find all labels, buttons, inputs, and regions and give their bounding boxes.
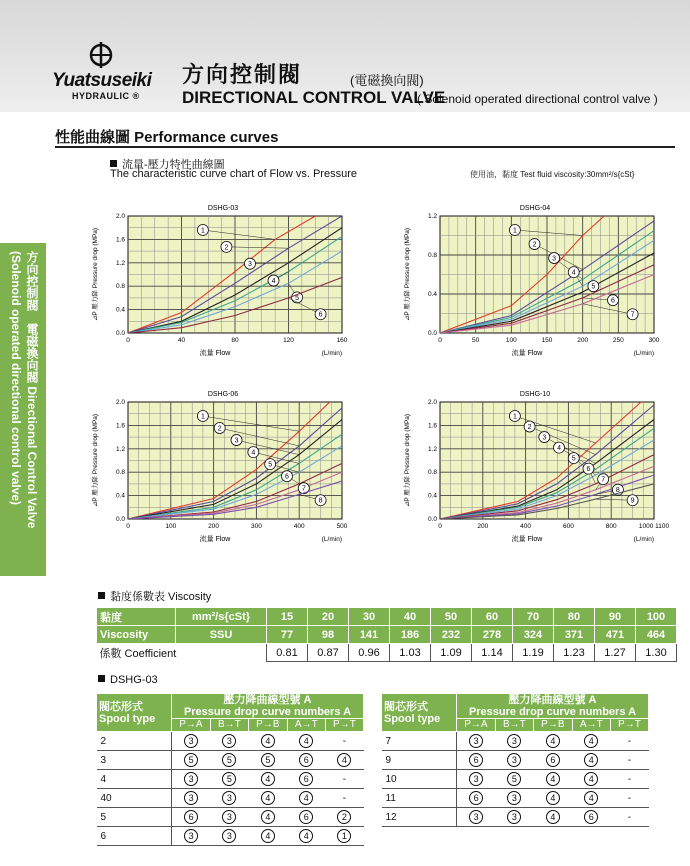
- curve-number-badge: 3: [507, 810, 521, 824]
- visc-coef-cell: 1.19: [513, 644, 554, 662]
- curve-number-cell: [533, 732, 572, 751]
- curve-number-cell: [248, 732, 287, 751]
- curve-number-cell: [287, 789, 325, 808]
- curve-number-badge: 3: [507, 791, 521, 805]
- curve-number-badge: 5: [222, 772, 236, 786]
- viscosity-label-en: Viscosity: [97, 626, 176, 644]
- x-tick-label: 0: [438, 337, 442, 344]
- y-tick-label: 0.8: [427, 252, 437, 259]
- x-tick-label: 0: [438, 523, 442, 530]
- visc-coef-cell: 1.14: [472, 644, 513, 662]
- x-axis-label: 流量 Flow: [511, 350, 543, 357]
- x-tick-label: 600: [562, 523, 574, 530]
- spool-type-cell: 7: [382, 732, 457, 751]
- spool-row: [382, 732, 649, 751]
- curve-number-cell: [533, 770, 572, 789]
- curve-number-badge: 5: [184, 753, 198, 767]
- curve-number-cell: [533, 789, 572, 808]
- x-axis-unit: (L/min): [633, 536, 654, 543]
- y-tick-label: 0.4: [427, 291, 437, 298]
- curve-number-cell: [457, 808, 496, 827]
- curve-number-cell: [210, 789, 248, 808]
- coefficient-label: 係數 Coefficient: [99, 647, 177, 660]
- visc-cst-cell: 40: [390, 608, 431, 626]
- series-label: 8: [318, 497, 323, 505]
- x-tick-label: 800: [605, 523, 617, 530]
- visc-ssu-cell: 141: [349, 626, 390, 644]
- spool-row: [382, 770, 649, 789]
- curve-number-badge: 5: [222, 753, 236, 767]
- curve-number-badge: 4: [584, 753, 598, 767]
- series-label: 1: [200, 413, 205, 421]
- curve-number-cell: [172, 808, 211, 827]
- flow-path-header: P→A: [172, 719, 211, 732]
- flow-path-header: P→B: [533, 719, 572, 732]
- curve-number-badge: 4: [546, 734, 560, 748]
- viscosity-label: 黏度: [97, 608, 176, 626]
- spool-type-header: 閥芯形式 Spool type: [382, 694, 457, 732]
- curve-number-badge: 3: [184, 734, 198, 748]
- series-label: 5: [571, 455, 576, 463]
- curve-number-header: 壓力降曲線型號 A Pressure drop curve numbers A: [172, 694, 364, 719]
- x-tick-label: 200: [577, 337, 589, 344]
- x-axis-unit: (L/min): [321, 350, 342, 357]
- flow-path-header: P→T: [325, 719, 363, 732]
- series-label: 6: [318, 311, 323, 319]
- x-tick-label: 1000 1100: [638, 523, 670, 530]
- x-tick-label: 50: [472, 337, 480, 344]
- chart-dshg-06: [88, 386, 358, 554]
- y-tick-label: 2.0: [427, 399, 437, 406]
- series-label: 4: [271, 278, 276, 286]
- curve-number-badge: 3: [184, 829, 198, 843]
- visc-cst-cell: 50: [431, 608, 472, 626]
- y-tick-label: 2.0: [115, 213, 125, 220]
- y-tick-label: 2.0: [115, 399, 125, 406]
- spool-type-cell: 11: [382, 789, 457, 808]
- curve-number-cell: [287, 770, 325, 789]
- curve-number-cell: -: [325, 789, 363, 808]
- spool-type-cell: 2: [97, 732, 172, 751]
- visc-coef-cell: 1.09: [431, 644, 472, 662]
- x-tick-label: 300: [250, 523, 262, 530]
- series-label: 2: [527, 424, 532, 432]
- curve-number-badge: 6: [299, 753, 313, 767]
- logo-text: Yuatsuseiki: [52, 70, 152, 91]
- curve-number-badge: 6: [546, 753, 560, 767]
- curve-number-cell: -: [610, 789, 648, 808]
- flow-path-header: P→A: [457, 719, 496, 732]
- series-label: 1: [512, 227, 517, 235]
- curve-number-cell: [533, 751, 572, 770]
- x-tick-label: 250: [612, 337, 624, 344]
- bullet-icon: [98, 592, 105, 599]
- viscosity-title: [98, 588, 211, 604]
- series-label: 9: [630, 497, 635, 505]
- spool-type-cell: 5: [97, 808, 172, 827]
- x-tick-label: 500: [336, 523, 348, 530]
- curve-number-cell: [495, 751, 533, 770]
- curve-number-cell: [248, 751, 287, 770]
- curve-number-cell: [248, 808, 287, 827]
- curve-number-badge: 3: [222, 791, 236, 805]
- curve-number-cell: [210, 732, 248, 751]
- curve-number-badge: 4: [546, 791, 560, 805]
- spool-type-header: 閥芯形式 Spool type: [97, 694, 172, 732]
- curve-number-badge: 3: [222, 810, 236, 824]
- x-axis-unit: (L/min): [321, 536, 342, 543]
- spool-row: [97, 808, 364, 827]
- curve-number-badge: 4: [261, 829, 275, 843]
- y-axis-label: ⊿P 壓力降 Pressure drop (MPa): [92, 413, 99, 508]
- curve-number-badge: 3: [507, 753, 521, 767]
- curve-number-cell: [457, 751, 496, 770]
- y-tick-label: 1.2: [115, 445, 125, 453]
- series-label: 4: [251, 449, 256, 457]
- x-tick-label: 160: [336, 337, 348, 344]
- bullet-icon: [110, 160, 117, 167]
- visc-ssu-cell: 232: [431, 626, 472, 644]
- curve-number-badge: 4: [299, 829, 313, 843]
- y-tick-label: 0.0: [115, 330, 125, 337]
- logo-subtext: HYDRAULIC ®: [72, 91, 140, 101]
- series-label: 3: [542, 434, 547, 442]
- x-tick-label: 120: [283, 337, 294, 344]
- flow-path-header: A→T: [287, 719, 325, 732]
- viscosity-unit-cst: mm²/s{cSt}: [176, 608, 267, 626]
- x-tick-label: 200: [208, 523, 220, 530]
- curve-number-badge: 6: [184, 810, 198, 824]
- y-tick-label: 1.6: [115, 422, 125, 430]
- bullet-icon: [98, 675, 105, 682]
- curve-number-badge: 4: [584, 791, 598, 805]
- curve-number-cell: [248, 789, 287, 808]
- x-axis-label: 流量 Flow: [511, 536, 543, 543]
- curve-number-badge: 4: [261, 810, 275, 824]
- curve-number-cell: [495, 732, 533, 751]
- curve-number-cell: [457, 789, 496, 808]
- curve-number-badge: 5: [507, 772, 521, 786]
- y-tick-label: 0.8: [115, 469, 125, 477]
- curve-number-badge: 5: [261, 753, 275, 767]
- curve-number-badge: 4: [299, 734, 313, 748]
- viscosity-table: [96, 607, 677, 662]
- curve-number-cell: [325, 751, 363, 770]
- visc-cst-cell: 70: [513, 608, 554, 626]
- curve-number-cell: [325, 808, 363, 827]
- series-label: 1: [200, 227, 205, 235]
- curve-number-cell: -: [325, 770, 363, 789]
- x-axis-label: 流量 Flow: [199, 536, 231, 543]
- curve-number-cell: [572, 751, 610, 770]
- x-tick-label: 80: [231, 337, 239, 344]
- series-label: 7: [630, 311, 635, 319]
- curve-number-cell: [457, 732, 496, 751]
- visc-coef-cell: 1.27: [595, 644, 636, 662]
- x-axis-label: 流量 Flow: [199, 350, 231, 357]
- curve-number-badge: 6: [469, 791, 483, 805]
- visc-ssu-cell: 371: [554, 626, 595, 644]
- curve-number-cell: [495, 770, 533, 789]
- visc-ssu-cell: 186: [390, 626, 431, 644]
- curve-number-cell: [495, 789, 533, 808]
- x-tick-label: 0: [126, 337, 130, 344]
- y-tick-label: 0.8: [115, 283, 125, 291]
- y-axis-label: ⊿P 壓力降 Pressure drop (MPa): [92, 227, 99, 322]
- page-subtitle-en: ( Solenoid operated directional control valve ): [417, 92, 658, 106]
- y-tick-label: 0.4: [115, 492, 125, 500]
- x-tick-label: 40: [177, 337, 186, 344]
- visc-cst-cell: 30: [349, 608, 390, 626]
- curve-number-badge: 4: [261, 734, 275, 748]
- y-tick-label: 1.6: [115, 236, 125, 244]
- spool-row: [97, 770, 364, 789]
- visc-coef-cell: 1.03: [390, 644, 431, 662]
- curve-number-cell: [210, 827, 248, 846]
- spool-row: [97, 751, 364, 770]
- curve-number-cell: [210, 770, 248, 789]
- side-tab: [0, 243, 46, 576]
- curve-number-badge: 3: [469, 734, 483, 748]
- curve-number-badge: 4: [299, 791, 313, 805]
- y-axis-label: ⊿P 壓力降 Pressure drop (MPa): [404, 413, 411, 508]
- spool-row: [382, 808, 649, 827]
- visc-coef-cell: 0.81: [267, 644, 308, 662]
- x-tick-label: 300: [648, 337, 660, 344]
- flow-path-header: B→T: [210, 719, 248, 732]
- curve-number-cell: [287, 732, 325, 751]
- curve-number-cell: [172, 789, 211, 808]
- visc-coef-cell: 0.96: [349, 644, 390, 662]
- spool-type-cell: 9: [382, 751, 457, 770]
- curve-number-badge: 6: [584, 810, 598, 824]
- y-tick-label: 0.4: [115, 306, 125, 314]
- visc-cst-cell: 100: [636, 608, 677, 626]
- curve-number-cell: [287, 808, 325, 827]
- curve-number-cell: [572, 808, 610, 827]
- curve-number-badge: 4: [546, 810, 560, 824]
- curve-number-badge: 3: [222, 829, 236, 843]
- page-title-cn: 方向控制閥: [182, 62, 303, 87]
- visc-ssu-cell: 98: [308, 626, 349, 644]
- curve-number-cell: [248, 770, 287, 789]
- curve-number-cell: [572, 732, 610, 751]
- chart-dshg-03: [88, 200, 358, 368]
- curve-number-cell: [172, 827, 211, 846]
- spool-type-cell: 6: [97, 827, 172, 846]
- curve-number-cell: [210, 808, 248, 827]
- x-tick-label: 0: [126, 523, 130, 530]
- curve-number-cell: -: [610, 808, 648, 827]
- spool-row: [97, 827, 364, 846]
- spool-row: [97, 789, 364, 808]
- curve-number-cell: -: [325, 732, 363, 751]
- curve-number-badge: 6: [299, 810, 313, 824]
- chart-dshg-04: [400, 200, 670, 368]
- curve-number-badge: 6: [469, 753, 483, 767]
- visc-cst-cell: 15: [267, 608, 308, 626]
- series-label: 6: [586, 466, 591, 474]
- visc-coef-cell: 1.30: [636, 644, 677, 662]
- curve-number-badge: 3: [469, 810, 483, 824]
- y-tick-label: 0.4: [427, 492, 437, 500]
- curve-number-badge: 4: [584, 772, 598, 786]
- visc-ssu-cell: 464: [636, 626, 677, 644]
- series-label: 4: [557, 445, 561, 453]
- flow-path-header: P→T: [610, 719, 648, 732]
- logo-mark-icon: [88, 42, 114, 68]
- spool-type-cell: 4: [97, 770, 172, 789]
- series-label: 3: [234, 437, 239, 445]
- visc-cst-cell: 90: [595, 608, 636, 626]
- curve-number-cell: [325, 827, 363, 846]
- series-label: 2: [532, 241, 537, 249]
- y-tick-label: 0.8: [427, 469, 437, 477]
- spool-row: [382, 789, 649, 808]
- viscosity-row-cst: [97, 608, 677, 626]
- curve-number-cell: [172, 732, 211, 751]
- series-label: 8: [615, 487, 620, 495]
- y-tick-label: 1.2: [427, 213, 437, 220]
- curve-number-cell: -: [610, 751, 648, 770]
- y-tick-label: 0.0: [115, 516, 125, 523]
- curve-number-badge: 4: [261, 791, 275, 805]
- series-label: 7: [601, 476, 606, 484]
- spool-table-title: [98, 674, 158, 686]
- spool-type-cell: 40: [97, 789, 172, 808]
- visc-cst-cell: 60: [472, 608, 513, 626]
- curve-number-badge: 4: [584, 734, 598, 748]
- visc-coef-cell: 0.87: [308, 644, 349, 662]
- x-tick-label: 150: [541, 337, 553, 344]
- x-tick-label: 100: [505, 337, 517, 344]
- curve-number-badge: 3: [507, 734, 521, 748]
- visc-cst-cell: 80: [554, 608, 595, 626]
- page-title-en: DIRECTIONAL CONTROL VALVE: [182, 88, 446, 107]
- chart-title: DSHG-10: [519, 391, 551, 398]
- flow-path-header: P→B: [248, 719, 287, 732]
- curve-number-cell: [457, 770, 496, 789]
- curve-number-cell: [572, 770, 610, 789]
- series-label: 2: [224, 244, 229, 252]
- flow-path-header: A→T: [572, 719, 610, 732]
- series-label: 5: [268, 461, 273, 469]
- curve-number-badge: 4: [546, 772, 560, 786]
- curve-number-badge: 3: [184, 791, 198, 805]
- flow-path-header: B→T: [495, 719, 533, 732]
- curve-number-badge: 3: [222, 734, 236, 748]
- series-label: 4: [571, 269, 576, 277]
- y-tick-label: 1.2: [427, 445, 437, 453]
- spool-row: [382, 751, 649, 770]
- spool-type-cell: 12: [382, 808, 457, 827]
- series-label: 3: [552, 255, 557, 263]
- curve-number-cell: -: [610, 732, 648, 751]
- x-tick-label: 200: [477, 523, 489, 530]
- series-label: 6: [611, 297, 615, 305]
- spool-type-cell: 3: [97, 751, 172, 770]
- spool-table-right: [381, 693, 649, 827]
- y-axis-label: ⊿P 壓力降 Pressure drop (MPa): [404, 227, 411, 322]
- test-fluid-note: 使用油，黏度 Test fluid viscosity:30mm²/s{cSt}: [470, 170, 635, 179]
- viscosity-unit-ssu: SSU: [176, 626, 267, 644]
- series-label: 1: [512, 413, 517, 421]
- series-label: 2: [217, 425, 222, 433]
- x-tick-label: 400: [293, 523, 305, 530]
- curve-number-header: 壓力降曲線型號 A Pressure drop curve numbers A: [457, 694, 649, 719]
- curve-number-cell: [495, 808, 533, 827]
- section-title: 性能曲線圖 Performance curves: [55, 129, 279, 146]
- visc-ssu-cell: 324: [513, 626, 554, 644]
- x-tick-label: 100: [165, 523, 177, 530]
- curve-number-badge: 4: [337, 753, 351, 767]
- side-tab-text: 方向控制閥 電磁換向閥 Directional Control Valve (Solenoid operated directional control valve): [9, 251, 39, 529]
- caption-line1: 流量-壓力特性曲線圖: [122, 159, 225, 171]
- spool-row: [97, 732, 364, 751]
- spool-table-left: [96, 693, 364, 846]
- visc-cst-cell: 20: [308, 608, 349, 626]
- visc-coef-cell: 1.23: [554, 644, 595, 662]
- viscosity-title-text: 黏度係數表 Viscosity: [110, 591, 212, 603]
- y-tick-label: 0.0: [427, 330, 437, 337]
- curve-number-badge: 3: [469, 772, 483, 786]
- x-tick-label: 400: [520, 523, 532, 530]
- curve-number-cell: [572, 789, 610, 808]
- curve-number-badge: 4: [261, 772, 275, 786]
- curve-number-badge: 6: [299, 772, 313, 786]
- series-label: 5: [591, 283, 596, 291]
- curve-number-cell: [172, 751, 211, 770]
- visc-ssu-cell: 471: [595, 626, 636, 644]
- curve-number-cell: [172, 770, 211, 789]
- chart-caption-en: The characteristic curve chart of Flow vs. Pressure: [110, 168, 357, 180]
- chart-title: DSHG-04: [519, 205, 551, 212]
- spool-type-cell: 10: [382, 770, 457, 789]
- curve-number-cell: [287, 827, 325, 846]
- viscosity-row-coefficient: [97, 644, 677, 662]
- x-axis-unit: (L/min): [633, 350, 654, 357]
- chart-dshg-10: [400, 386, 670, 554]
- y-tick-label: 1.6: [427, 422, 437, 430]
- spool-table-title-text: DSHG-03: [110, 674, 158, 686]
- series-label: 6: [285, 473, 289, 481]
- series-label: 5: [295, 294, 300, 302]
- curve-number-cell: -: [610, 770, 648, 789]
- visc-ssu-cell: 278: [472, 626, 513, 644]
- curve-number-badge: 2: [337, 810, 351, 824]
- curve-number-badge: 1: [337, 829, 351, 843]
- series-label: 7: [301, 485, 306, 493]
- visc-ssu-cell: 77: [267, 626, 308, 644]
- chart-title: DSHG-06: [207, 391, 239, 398]
- series-label: 3: [248, 261, 252, 269]
- y-tick-label: 1.2: [115, 259, 125, 267]
- curve-number-cell: [533, 808, 572, 827]
- viscosity-row-ssu: [97, 626, 677, 644]
- curve-number-cell: [248, 827, 287, 846]
- chart-title: DSHG-03: [207, 205, 239, 212]
- y-tick-label: 0.0: [427, 516, 437, 523]
- curve-number-cell: [210, 751, 248, 770]
- curve-number-badge: 3: [184, 772, 198, 786]
- section-divider: [55, 146, 675, 148]
- page-subtitle-cn: (電磁換向閥): [350, 73, 424, 88]
- curve-number-cell: [287, 751, 325, 770]
